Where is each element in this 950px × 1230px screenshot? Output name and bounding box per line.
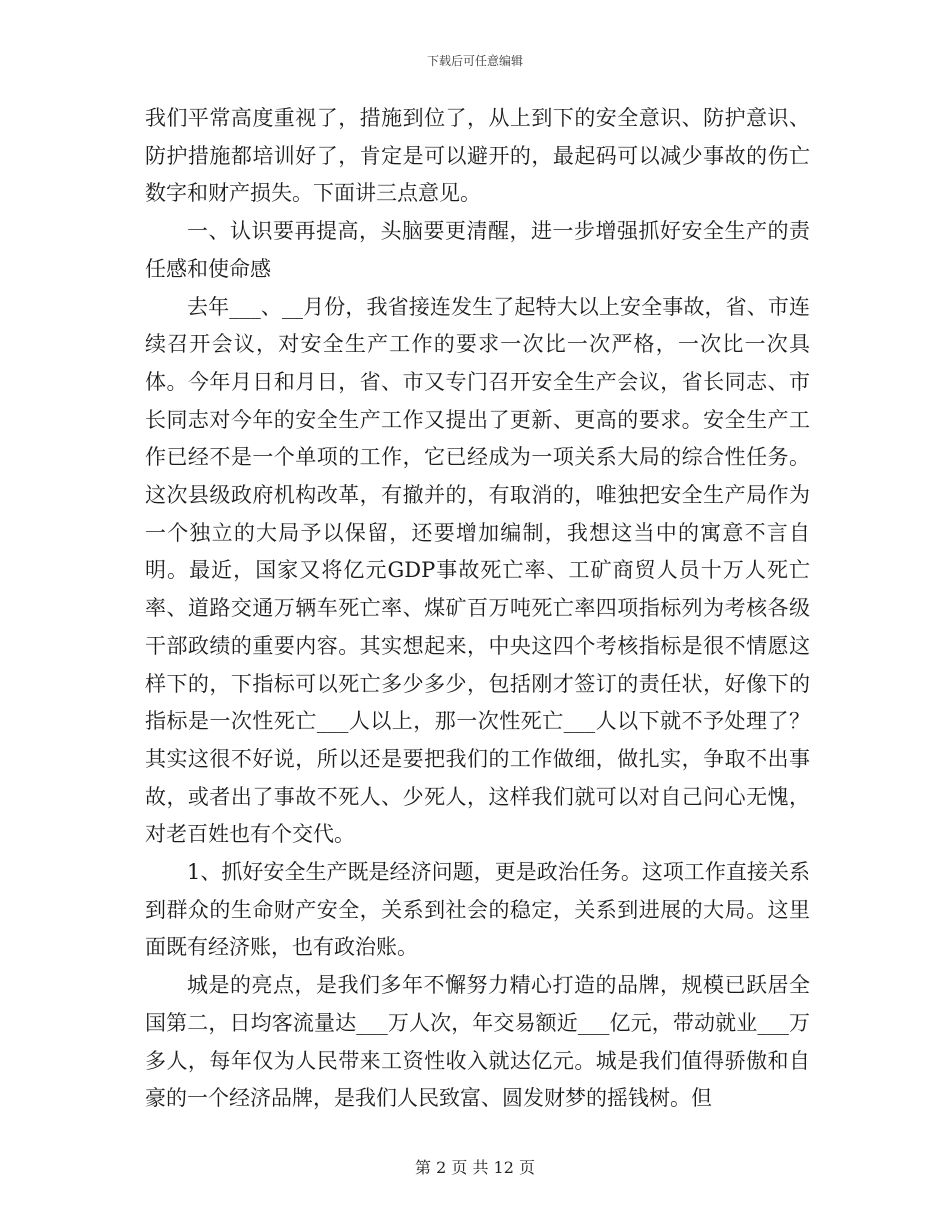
paragraph-2: 去年___、__月份，我省接连发生了起特大以上安全事故，省、市连续召开会议，对安全生产工作的要求一次比一次严格，一次比一次具体。今年月日和月日，省、市又专门召开安全生产会议，省长同志、市长同志对今年的安全生产工作又提出了更新、更高的要求。安全生产工作已经不是一个单项的工作，它已经成为一项关系大局的综合性任务。这次县级政府机构改革，有撤并的，有取消的，唯独把安全生产局作为一个独立的大局予以保留，还要增加编制，我想这当中的寓意不言自明。最近，国家又将亿元GDP事故死亡率、工矿商贸人员十万人死亡率、道路交通万辆车死亡率、煤矿百万吨死亡率四项指标列为考核各级干部政绩的重要内容。其实想起来，中央这四个考核指标是很不情愿这样下的，下指标可以死亡多少多少，包括刚才签订的责任状，好像下的指标是一次性死亡___人以上，那一次性死亡___人以下就不予处理了？其实这很不好说，所以还是要把我们的工作做细，做扎实，争取不出事故，或者出了事故不死人、少死人，这样我们就可以对自己问心无愧，对老百姓也有个交代。 (145, 294, 810, 847)
page-number-footer: 第 2 页 共 12 页 (415, 1158, 535, 1177)
paragraph-4: 城是的亮点，是我们多年不懈努力精心打造的品牌，规模已跃居全国第二，日均客流量达___万人次，年交易额近___亿元，带动就业___万多人，每年仅为人民带来工资性收入就达亿元。城是我们值得骄傲和自豪的一个经济品牌，是我们人民致富、圆发财梦的摇钱树。但 (145, 973, 810, 1111)
paragraph-3: 1、抓好安全生产既是经济问题，更是政治任务。这项工作直接关系到群众的生命财产安全，关系到社会的稳定，关系到进展的大局。这里面既有经济账，也有政治账。 (145, 860, 810, 960)
section-heading-1: 一、认识要再提高，头脑要更清醒，进一步增强抓好安全生产的责任感和使命感 (145, 219, 810, 281)
paragraph-1: 我们平常高度重视了，措施到位了，从上到下的安全意识、防护意识、防护措施都培训好了，肯定是可以避开的，最起码可以减少事故的伤亡数字和财产损失。下面讲三点意见。 (145, 106, 810, 206)
page-header-note: 下载后可任意编辑 (426, 54, 523, 68)
document-body (145, 100, 810, 1118)
